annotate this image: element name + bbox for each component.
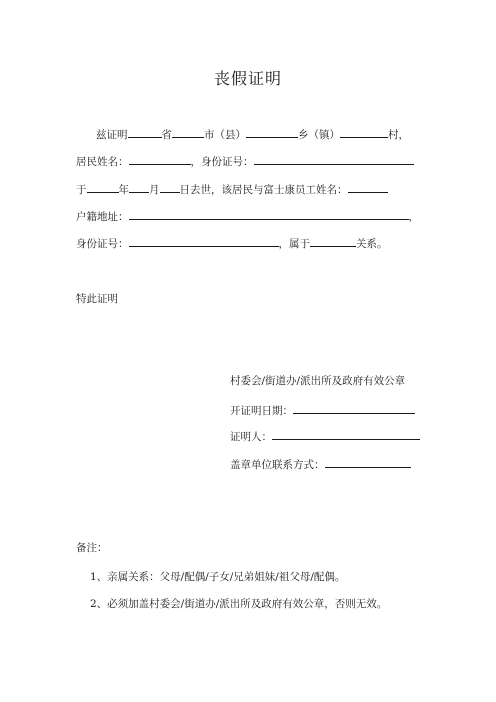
village-blank[interactable] [340, 126, 388, 138]
employee-name-blank[interactable] [348, 181, 388, 193]
certifier-label: 证明人： [230, 431, 272, 443]
village-label: 村， [388, 129, 409, 141]
belongs-label: ，属于 [278, 238, 310, 250]
household-comma: ， [408, 211, 419, 223]
intro-text: 兹证明 [96, 129, 128, 141]
city-blank[interactable] [172, 126, 204, 138]
note-item: 1、亲属关系：父母/配偶/子女/兄弟姐妹/祖父母/配偶。 [90, 571, 346, 583]
month-blank[interactable] [129, 181, 149, 193]
contact-label: 盖章单位联系方式： [230, 459, 325, 471]
certifier-line [230, 428, 420, 444]
line-location [96, 126, 409, 142]
employee-id-blank[interactable] [129, 235, 279, 247]
town-label: 乡（镇） [298, 129, 340, 141]
resident-name-blank[interactable] [129, 153, 191, 165]
yu-label: 于 [76, 184, 87, 196]
issue-date-line [230, 402, 415, 418]
issue-date-label: 开证明日期： [230, 405, 293, 417]
certifier-blank[interactable] [272, 428, 420, 440]
province-label: 省 [161, 129, 172, 141]
province-blank[interactable] [128, 126, 162, 138]
month-label: 月 [149, 184, 160, 196]
line-relation [76, 235, 388, 251]
day-text: 日去世，该居民与富士康员工姓名： [179, 184, 348, 196]
year-label: 年 [118, 184, 129, 196]
notes-heading: 备注： [76, 542, 108, 554]
line-resident [76, 153, 414, 169]
relation-blank[interactable] [310, 235, 356, 247]
note-item: 2、必须加盖村委会/街道办/派出所及政府有效公章，否则无效。 [90, 598, 388, 610]
document-title: 丧假证明 [213, 69, 282, 88]
line-death-date [76, 181, 388, 197]
town-blank[interactable] [246, 126, 298, 138]
contact-blank[interactable] [325, 456, 411, 468]
id-number-label: ，身份证号： [190, 156, 254, 168]
resident-name-label: 居民姓名： [76, 156, 129, 168]
employee-id-label: 身份证号： [76, 238, 129, 250]
household-label: 户籍地址： [76, 211, 129, 223]
hereby-text: 特此证明 [76, 293, 118, 305]
id-number-blank[interactable] [254, 153, 414, 165]
relation-label: 关系。 [356, 238, 388, 250]
contact-line [230, 456, 411, 472]
city-label: 市（县） [204, 129, 246, 141]
seal-org-text: 村委会/街道办/派出所及政府有效公章 [230, 375, 406, 387]
line-household [76, 208, 419, 224]
year-blank[interactable] [87, 181, 119, 193]
household-blank[interactable] [129, 208, 409, 220]
day-blank[interactable] [160, 181, 180, 193]
issue-date-blank[interactable] [293, 402, 415, 414]
